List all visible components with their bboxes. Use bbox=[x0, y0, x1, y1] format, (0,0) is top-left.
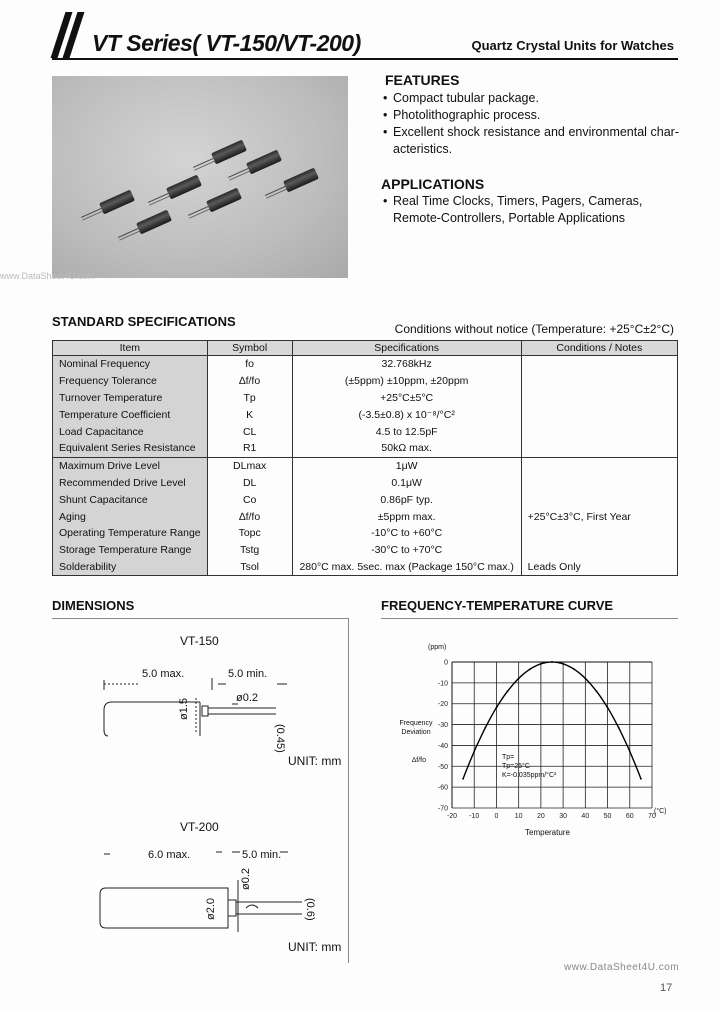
table-row bbox=[53, 457, 678, 474]
vt200-seal bbox=[228, 900, 236, 916]
spec-symbol-cell: R1 bbox=[207, 440, 292, 457]
data-point bbox=[462, 778, 464, 780]
crystal-unit-image bbox=[136, 210, 172, 235]
x-tick-label: -10 bbox=[469, 813, 480, 820]
crystal-unit-image bbox=[99, 190, 135, 215]
features-heading: FEATURES bbox=[385, 72, 460, 88]
spec-symbol-cell: Co bbox=[207, 491, 292, 508]
data-point bbox=[518, 678, 520, 680]
page-number: 17 bbox=[660, 982, 673, 994]
x-tick-label: 40 bbox=[581, 813, 590, 820]
vt200-lead-pitch: (0.6) bbox=[304, 898, 316, 921]
application-item: • Real Time Clocks, Timers, Pagers, Cameras, Remote-Controllers, Portable Applications bbox=[383, 193, 679, 227]
spec-value-cell: (±5ppm) ±10ppm, ±20ppm bbox=[292, 373, 521, 390]
watermark-left: www.DataSheet4U.com bbox=[0, 271, 96, 281]
table-row bbox=[53, 423, 678, 440]
spec-item-cell: Temperature Coefficient bbox=[53, 406, 208, 423]
spec-item-cell: Recommended Drive Level bbox=[53, 475, 208, 492]
spec-value-cell: (-3.5±0.8) x 10⁻⁸/°C² bbox=[292, 406, 521, 423]
spec-item-cell: Aging bbox=[53, 508, 208, 525]
vt200-body-outline bbox=[100, 888, 228, 928]
data-point bbox=[607, 707, 609, 709]
spec-note-cell bbox=[521, 423, 677, 440]
spec-item-cell: Solderability bbox=[53, 559, 208, 576]
vt150-length-right: 5.0 min. bbox=[228, 668, 268, 680]
table-body bbox=[53, 356, 678, 576]
page-subtitle: Quartz Crystal Units for Watches bbox=[471, 38, 674, 53]
data-point bbox=[596, 690, 598, 692]
spec-item-cell: Equivalent Series Resistance bbox=[53, 440, 208, 457]
feature-item: • Compact tubular package. bbox=[383, 90, 679, 107]
y-tick-label: -50 bbox=[437, 763, 448, 771]
feature-item: • Photolithographic process. bbox=[383, 107, 679, 124]
data-point bbox=[507, 690, 509, 692]
annotation-line: Tp=25°C bbox=[502, 763, 530, 770]
vt200-label: VT-200 bbox=[180, 820, 219, 834]
data-point bbox=[584, 678, 586, 680]
spec-note-cell bbox=[521, 440, 677, 457]
spec-item-cell: Frequency Tolerance bbox=[53, 373, 208, 390]
x-tick-label: 10 bbox=[514, 813, 523, 820]
y-tick-label: -10 bbox=[437, 680, 448, 688]
features-list bbox=[383, 90, 679, 158]
spec-value-cell: -30°C to +70°C bbox=[292, 542, 521, 559]
vt200-body-diameter: ø2.0 bbox=[205, 897, 217, 920]
y-tick-label: -40 bbox=[437, 742, 448, 750]
y-tick-label: -20 bbox=[437, 701, 448, 709]
vt150-unit: UNIT: mm bbox=[288, 754, 342, 768]
x-unit-label: (°C) bbox=[654, 808, 667, 815]
spec-note-cell: +25°C±3°C, First Year bbox=[521, 508, 677, 525]
vt150-lead-diameter: ø0.2 bbox=[236, 692, 259, 704]
applications-heading: APPLICATIONS bbox=[381, 176, 485, 192]
spec-item-cell: Storage Temperature Range bbox=[53, 542, 208, 559]
y-axis-label: Frequency Deviation bbox=[399, 720, 433, 736]
x-axis-label: Temperature bbox=[525, 828, 570, 837]
spec-symbol-cell: Tsol bbox=[207, 559, 292, 576]
specifications-table bbox=[52, 340, 678, 576]
spec-symbol-cell: ∆f/fo bbox=[207, 508, 292, 525]
spec-symbol-cell: DL bbox=[207, 475, 292, 492]
spec-item-cell: Nominal Frequency bbox=[53, 356, 208, 373]
vt150-body-outline bbox=[104, 702, 112, 736]
spec-note-cell bbox=[521, 406, 677, 423]
spec-value-cell: 4.5 to 12.5pF bbox=[292, 423, 521, 440]
vt200-unit: UNIT: mm bbox=[288, 940, 342, 954]
spec-symbol-cell: Tp bbox=[207, 390, 292, 407]
spec-symbol-cell: DLmax bbox=[207, 457, 292, 474]
spec-symbol-cell: K bbox=[207, 406, 292, 423]
column-header: Symbol bbox=[207, 341, 292, 356]
vt200-lead-diameter: ø0.2 bbox=[240, 867, 252, 890]
series-line bbox=[463, 662, 641, 779]
table-row bbox=[53, 475, 678, 492]
crystal-unit-image bbox=[206, 188, 242, 213]
spec-value-cell: 0.1μW bbox=[292, 475, 521, 492]
data-point bbox=[540, 663, 542, 665]
spec-note-cell bbox=[521, 542, 677, 559]
spec-item-cell: Turnover Temperature bbox=[53, 390, 208, 407]
data-point bbox=[496, 707, 498, 709]
y-tick-label: -30 bbox=[437, 722, 448, 730]
dimension-drawings bbox=[52, 618, 348, 962]
spec-note-cell bbox=[521, 373, 677, 390]
spec-symbol-cell: ∆f/fo bbox=[207, 373, 292, 390]
spec-note-cell: Leads Only bbox=[521, 559, 677, 576]
footer-watermark: www.DataSheet4U.com bbox=[564, 962, 680, 973]
applications-list bbox=[383, 193, 679, 227]
annotation-line: K=-0.035ppm/°C² bbox=[502, 772, 557, 779]
table-row bbox=[53, 440, 678, 457]
spec-note-cell bbox=[521, 356, 677, 373]
freq-curve-rule bbox=[381, 618, 678, 619]
data-point bbox=[484, 727, 486, 729]
table-row bbox=[53, 525, 678, 542]
table-row bbox=[53, 559, 678, 576]
x-tick-label: 70 bbox=[648, 813, 656, 820]
table-row bbox=[53, 542, 678, 559]
spec-note-cell bbox=[521, 457, 677, 474]
x-tick-label: -20 bbox=[446, 813, 458, 820]
vt150-lead-pitch: (0.45) bbox=[274, 724, 286, 753]
spec-symbol-cell: Tstg bbox=[207, 542, 292, 559]
y-tick-label: -60 bbox=[437, 784, 448, 792]
data-point bbox=[473, 751, 475, 753]
annotation-line: Tp= bbox=[502, 754, 515, 761]
crystal-unit-image bbox=[283, 168, 319, 193]
spec-note-cell bbox=[521, 525, 677, 542]
data-point bbox=[629, 751, 631, 753]
page-title: VT Series( VT-150/VT-200) bbox=[92, 30, 361, 56]
feature-item: • Excellent shock resistance and environmental char- acteristics. bbox=[383, 124, 679, 158]
crystal-unit-image bbox=[246, 150, 282, 175]
vt150-body-diameter: ø1.5 bbox=[178, 697, 190, 720]
vt150-label: VT-150 bbox=[180, 634, 219, 648]
vt200-length-left: 6.0 max. bbox=[148, 849, 191, 861]
spec-symbol-cell: CL bbox=[207, 423, 292, 440]
spec-value-cell: 0.86pF typ. bbox=[292, 491, 521, 508]
specs-heading: STANDARD SPECIFICATIONS bbox=[52, 314, 236, 329]
x-tick-label: 60 bbox=[625, 813, 634, 820]
table-row bbox=[53, 373, 678, 390]
spec-value-cell: 280°C max. 5sec. max (Package 150°C max.) bbox=[292, 559, 521, 576]
column-header: Item bbox=[53, 341, 208, 356]
y-unit-label: (ppm) bbox=[428, 644, 447, 651]
spec-symbol-cell: fo bbox=[207, 356, 292, 373]
specs-conditions: Conditions without notice (Temperature: +25°C±2°C) bbox=[394, 322, 674, 336]
x-tick-label: 30 bbox=[559, 813, 568, 820]
table-row bbox=[53, 406, 678, 423]
y-axis-symbol: ∆f/fo bbox=[412, 757, 427, 764]
y-tick-label: -70 bbox=[437, 805, 448, 813]
product-photo bbox=[52, 76, 348, 278]
vt200-length-right: 5.0 min. bbox=[242, 849, 282, 861]
data-point bbox=[618, 727, 620, 729]
spec-value-cell: +25°C±5°C bbox=[292, 390, 521, 407]
spec-value-cell: 1μW bbox=[292, 457, 521, 474]
x-tick-label: 20 bbox=[536, 813, 545, 820]
x-tick-label: 0 bbox=[494, 813, 499, 820]
data-point bbox=[640, 778, 642, 780]
vt200-lead-bend bbox=[246, 905, 258, 908]
crystal-unit-image bbox=[166, 175, 202, 200]
data-point bbox=[562, 663, 564, 665]
header-rule bbox=[52, 58, 678, 60]
spec-item-cell: Load Capacitance bbox=[53, 423, 208, 440]
table-row bbox=[53, 356, 678, 373]
column-header: Conditions / Notes bbox=[521, 341, 677, 356]
freq-curve-heading: FREQUENCY-TEMPERATURE CURVE bbox=[381, 598, 614, 613]
spec-note-cell bbox=[521, 491, 677, 508]
frequency-temperature-chart bbox=[430, 650, 662, 825]
table-header-row bbox=[53, 341, 678, 356]
vt150-seal bbox=[202, 706, 208, 716]
spec-item-cell: Operating Temperature Range bbox=[53, 525, 208, 542]
y-tick-label: 0 bbox=[444, 659, 448, 667]
dimensions-heading: DIMENSIONS bbox=[52, 598, 135, 613]
spec-item-cell: Maximum Drive Level bbox=[53, 457, 208, 474]
spec-symbol-cell: Topc bbox=[207, 525, 292, 542]
spec-value-cell: 32.768kHz bbox=[292, 356, 521, 373]
spec-note-cell bbox=[521, 390, 677, 407]
data-point bbox=[573, 668, 575, 670]
crystal-unit-image bbox=[211, 140, 247, 165]
data-point bbox=[529, 668, 531, 670]
spec-value-cell: -10°C to +60°C bbox=[292, 525, 521, 542]
vt150-length-left: 5.0 max. bbox=[142, 668, 185, 680]
table-row bbox=[53, 491, 678, 508]
spec-value-cell: ±5ppm max. bbox=[292, 508, 521, 525]
x-tick-label: 50 bbox=[603, 813, 612, 820]
spec-item-cell: Shunt Capacitance bbox=[53, 491, 208, 508]
table-row bbox=[53, 390, 678, 407]
column-header: Specifications bbox=[292, 341, 521, 356]
spec-value-cell: 50kΩ max. bbox=[292, 440, 521, 457]
table-row bbox=[53, 508, 678, 525]
data-point bbox=[551, 661, 553, 663]
spec-note-cell bbox=[521, 475, 677, 492]
